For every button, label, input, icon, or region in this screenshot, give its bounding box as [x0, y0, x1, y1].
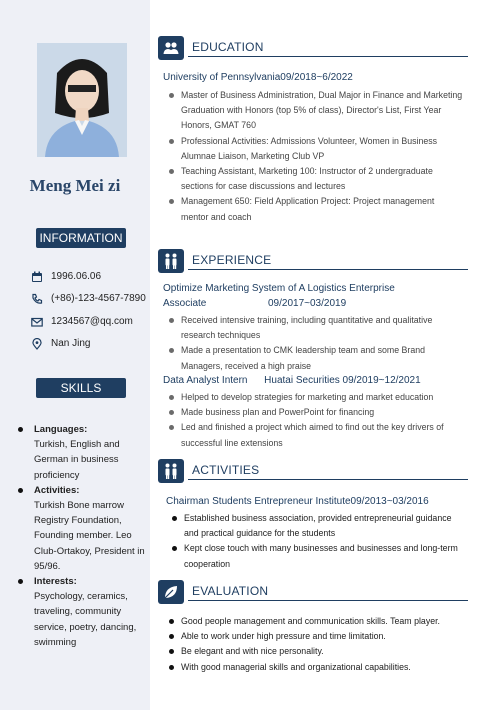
people-icon [158, 459, 184, 483]
people-icon [158, 249, 184, 273]
education-heading: University of Pennsylvania09/2018~6/2022 [163, 72, 353, 83]
skill-text: Turkish, English and German in business proficiency [34, 439, 120, 481]
skill-text: Turkish Bone marrow Registry Foundation, Founding member. Leo Club-Ortakoy, President in 95/96. [34, 500, 145, 572]
skill-text: Psychology, ceramics, traveling, community service, poetry, dancing, swimming [34, 591, 137, 648]
list-item: Be elegant and with nice personality. [163, 644, 463, 659]
phone-text: (+86)-123-4567-7890 [51, 293, 146, 304]
list-item: Able to work under high pressure and time limitation. [163, 629, 463, 644]
list-item: Teaching Assistant, Marketing 100: Instructor of 2 undergraduate sections for case discussions and lectures [163, 164, 463, 194]
information-heading: INFORMATION [36, 228, 126, 248]
job1-date: 09/2017~03/2019 [268, 298, 347, 309]
activities-section-header [158, 459, 468, 483]
education-section-header [158, 36, 468, 60]
email-text: 1234567@qq.com [51, 316, 133, 327]
skill-item-interests [14, 574, 146, 650]
skill-label: Interests: [34, 576, 77, 588]
evaluation-section-header [158, 580, 468, 604]
profile-name: Meng Mei zi [29, 176, 121, 195]
location-text: Nan Jing [51, 338, 91, 349]
experience-section-header [158, 249, 468, 273]
contact-location [31, 337, 90, 351]
contact-birthdate [31, 270, 101, 284]
skill-item-activities [14, 483, 146, 574]
list-item: Kept close touch with many businesses and businesses and long-term cooperation [166, 541, 466, 571]
activities-title: ACTIVITIES [192, 463, 260, 477]
education-bullets [163, 88, 463, 225]
list-item: Helped to develop strategies for marketing and market education [163, 390, 463, 405]
list-item: Received intensive training, including quantitative and qualitative research techniques [163, 313, 463, 343]
skill-item-languages [14, 422, 146, 483]
activities-bullets [166, 511, 466, 572]
job1-bullets [163, 313, 463, 374]
section-divider [188, 56, 468, 57]
mail-icon [31, 316, 45, 328]
activities-heading: Chairman Students Entrepreneur Institute09/2013~03/2016 [166, 496, 429, 507]
job1-role: Associate [163, 298, 207, 309]
education-title: EDUCATION [192, 40, 264, 54]
job1-title: Optimize Marketing System of A Logistics Enterprise [163, 283, 395, 294]
job2-bullets [163, 390, 463, 451]
evaluation-bullets [163, 614, 463, 675]
section-divider [188, 600, 468, 601]
evaluation-title: EVALUATION [192, 584, 269, 598]
contact-email [31, 315, 133, 329]
list-item: Management 650: Field Application Project: Project management mentor and coach [163, 194, 463, 224]
skills-list [14, 422, 146, 650]
skills-heading: SKILLS [36, 378, 126, 398]
phone-icon [31, 293, 45, 305]
list-item: With good managerial skills and organizational capabilities. [163, 660, 463, 675]
list-item: Good people management and communication skills. Team player. [163, 614, 463, 629]
list-item: Master of Business Administration, Dual Major in Finance and Marketing Graduation with Honors (top 5% of class), Director's List, First Year Honors, GMAT 760 [163, 88, 463, 134]
birthdate-text: 1996.06.06 [51, 271, 102, 282]
list-item: Made business plan and PowerPoint for financing [163, 405, 463, 420]
profile-photo [37, 43, 127, 157]
contact-phone [31, 292, 146, 306]
skill-label: Activities: [34, 484, 80, 496]
list-item: Made a presentation to CMK leadership team and some Brand Managers, received a high praise [163, 343, 463, 373]
main-content [158, 0, 496, 710]
list-item: Professional Activities: Admissions Volunteer, Women in Business Alumnae Liaison, Marketing Club VP [163, 134, 463, 164]
skill-label: Languages: [34, 424, 88, 435]
graduation-icon [158, 36, 184, 60]
list-item: Led and finished a project which aimed to find out the key drivers of successful line extensions [163, 420, 463, 450]
list-item: Established business association, provided entrepreneurial guidance and practical guidance for the students [166, 511, 466, 541]
experience-title: EXPERIENCE [192, 253, 272, 267]
leaf-icon [158, 580, 184, 604]
location-icon [31, 338, 45, 350]
job2-heading: Data Analyst Intern Huatai Securities 09/2019~12/2021 [163, 375, 421, 386]
section-divider [188, 479, 468, 480]
sidebar [0, 0, 150, 710]
calendar-icon [31, 271, 45, 283]
section-divider [188, 269, 468, 270]
